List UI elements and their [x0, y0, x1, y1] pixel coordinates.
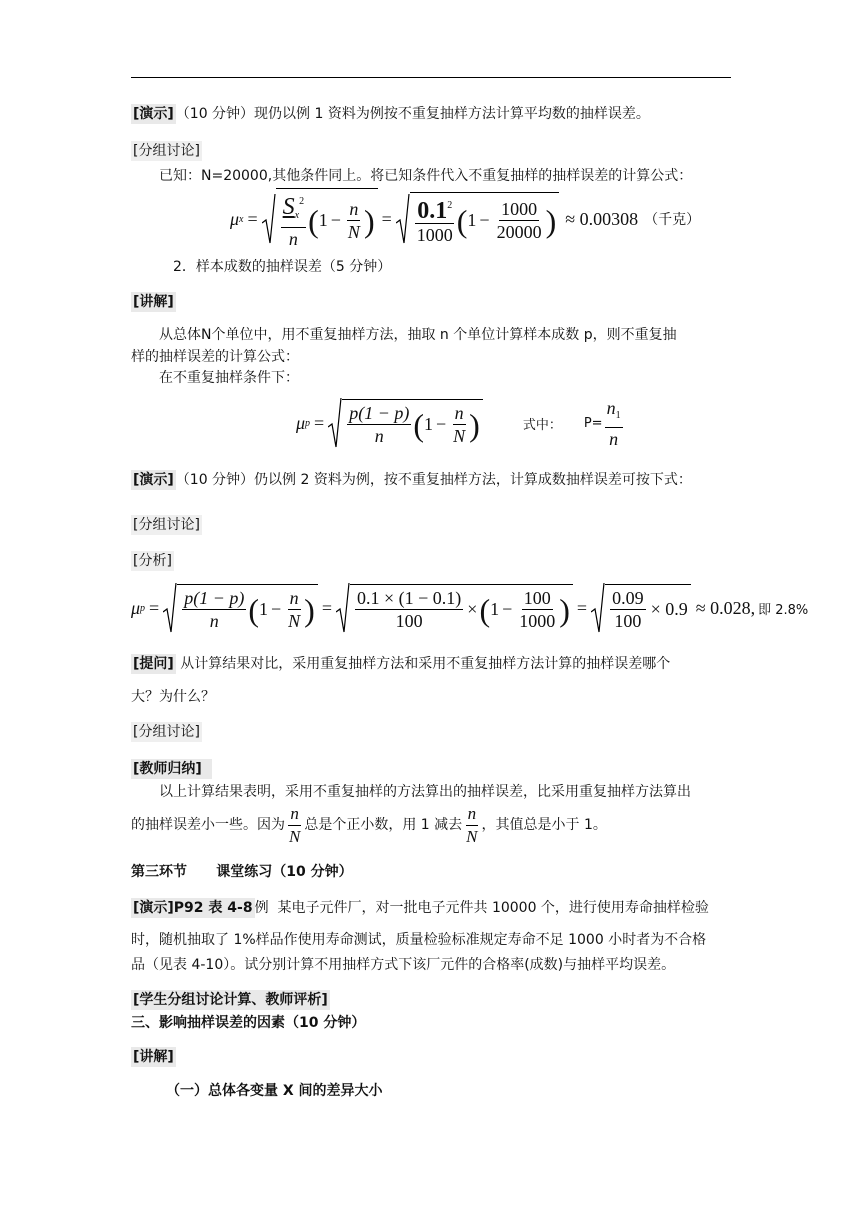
summary-mid: 总是个正小数，用 1 减去: [304, 817, 463, 833]
group-discussion-tag-2: [分组讨论]: [133, 517, 200, 533]
n-over-N-num-2: n: [466, 803, 479, 826]
known-conditions: 已知：N=20000,其他条件同上。将已知条件代入不重复抽样的抽样误差的计算公式：: [159, 168, 693, 184]
one-term-5: 1: [490, 599, 500, 619]
demo-tag: [演示]: [133, 106, 174, 122]
n1-symbol: n: [606, 397, 616, 418]
student-discussion: [131, 990, 330, 1010]
numeric-numerator: 0.1 × (1 − 0.1): [356, 588, 462, 608]
teacher-summary: [131, 759, 212, 779]
N-value: 20000: [496, 222, 542, 242]
n-over-N-num: n: [288, 803, 301, 826]
factors-heading: 三、影响抽样误差的因素（10 分钟）: [131, 1015, 366, 1031]
lecture-tag: [讲解]: [133, 294, 174, 310]
lecture-1: [131, 292, 176, 312]
mu-subscript: x: [239, 213, 244, 225]
where-label: 式中：: [522, 417, 562, 433]
formula1-unit: （千克）: [644, 212, 701, 228]
mu-symbol-2: μ: [296, 412, 306, 433]
n-fraction-num-2: n: [454, 403, 464, 423]
factor-one-heading: （一）总体各变量 X 间的差异大小: [166, 1083, 383, 1099]
group-discussion-1: [131, 141, 202, 161]
one-term-2: 1: [467, 210, 477, 230]
demo-tag-2: [演示]: [133, 472, 174, 488]
n-denominator-3: n: [609, 428, 619, 449]
exercise-text-1: 例 某电子元件厂，对一批电子元件共 10000 个，进行使用寿命抽样检验: [254, 900, 709, 916]
demo-line-1: [131, 104, 650, 124]
n-fraction-num-3: n: [289, 588, 299, 608]
multiplier: × 0.9: [650, 599, 688, 619]
group-discussion-2: [131, 515, 202, 535]
N-value-2: 1000: [519, 611, 556, 631]
group-discussion-tag-3: [分组讨论]: [133, 724, 200, 740]
n1-subscript: 1: [615, 409, 621, 421]
summary-line-2: [131, 802, 607, 848]
p-definition-label: P=: [583, 415, 603, 431]
teacher-summary-tag: [教师归纳]: [131, 759, 212, 779]
group-discussion-3: [131, 722, 202, 742]
std-superscript: 2: [447, 200, 453, 211]
one-term-3: 1: [424, 414, 433, 434]
s-superscript: 2: [299, 196, 305, 207]
N-fraction-den-3: N: [288, 611, 301, 631]
radical-5: $\frac{0.1 \times (1 - 0.1)}{100}$ × ( 1 − $\frac{100}{1000}$ ): [336, 582, 573, 634]
sample-size-den: 1000: [416, 225, 453, 245]
paragraph-line-3: 在不重复抽样条件下：: [159, 370, 299, 386]
formula-proportion-error: μ p = $\frac{p(1 - p)}{n}$ ( 1 − $\frac{n}{N}$ ) 式中： P= $\frac{n_1}{n}$: [296, 397, 621, 449]
p-numerator: p(1 − p): [349, 403, 410, 423]
analysis-tag: [分析]: [133, 553, 172, 569]
lecture-tag-2: [讲解]: [133, 1049, 174, 1065]
s-symbol: S: [282, 194, 295, 220]
summary-line-1: 以上计算结果表明，采用不重复抽样的方法算出的抽样误差，比采用重复抽样方法算出: [159, 784, 691, 800]
radical-4: $\frac{p(1 - p)}{n}$ ( 1 − $\frac{n}{N}$ ): [163, 582, 318, 634]
n-denominator-2: n: [374, 426, 384, 446]
n-denominator-4: n: [209, 611, 219, 631]
n-value-2: 100: [523, 588, 551, 608]
question-line-1: [131, 654, 670, 674]
summary-post: ，其值总是小于 1。: [481, 817, 607, 833]
s-subscript: x: [294, 210, 300, 221]
radical-6: [591, 582, 691, 634]
std-value: 0.1: [417, 198, 448, 224]
radical-1: $\frac{S_x^2}{n}$ ( 1 − $\frac{n}{N}$ ): [262, 188, 378, 250]
analysis-1: [131, 551, 174, 571]
exercise-tag: [演示]P92 表 4-8: [133, 900, 253, 916]
paragraph-line-1: 从总体N个单位中，用不重复抽样方法，抽取 n 个单位计算样本成数 p，则不重复抽: [159, 327, 677, 343]
formula-mean-error: μ x = $\frac{S_x^2}{n}$ ( 1 − $\frac{n}{N}$ ) = $\frac{0.1^2}{1000}$ ( 1 − $\frac{1000}{20000}$ ) ≈ 0.00308 （千克）: [230, 192, 700, 246]
p-numerator-2: p(1 − p): [184, 588, 245, 608]
demo-line-2: [131, 470, 692, 490]
section-three-heading: 第三环节 课堂练习（10 分钟）: [131, 864, 353, 880]
header-rule: [131, 77, 731, 78]
section-proportion-error: 2．样本成数的抽样误差（5 分钟）: [173, 259, 392, 275]
n-value: 1000: [501, 199, 538, 219]
simplified-numerator: 0.09: [612, 588, 644, 608]
simplified-denominator: 100: [614, 611, 642, 631]
one-term: 1: [318, 210, 328, 230]
mu-symbol-3: μ: [131, 597, 141, 618]
formula3-percent: 即 2.8%: [758, 602, 809, 618]
paragraph-line-2: 样的抽样误差的计算公式：: [131, 349, 299, 365]
question-text: 从计算结果对比，采用重复抽样方法和采用不重复抽样方法计算的抽样误差哪个: [175, 656, 671, 672]
radical-2: $\frac{0.1^2}{1000}$ ( 1 − $\frac{1000}{20000}$ ): [396, 192, 559, 246]
N-fraction-den-2: N: [453, 426, 466, 446]
question-line-2: 大？为什么？: [131, 689, 215, 705]
lecture-2: [131, 1047, 176, 1067]
summary-pre: 的抽样误差小一些。因为: [131, 817, 285, 833]
exercise-line-1: [131, 898, 709, 918]
demo-text: （10 分钟）现仍以例 1 资料为例按不重复抽样方法计算平均数的抽样误差。: [175, 106, 650, 122]
demo-text-2: （10 分钟）仍以例 2 资料为例，按不重复抽样方法，计算成数抽样误差可按下式：: [175, 472, 692, 488]
n-over-N-den: N: [289, 826, 301, 846]
formula1-result: ≈ 0.00308: [565, 208, 639, 229]
n-denominator: n: [288, 229, 298, 249]
one-term-4: 1: [259, 599, 268, 619]
numeric-denominator: 100: [395, 611, 423, 631]
formula3-result: ≈ 0.028,: [695, 597, 756, 618]
student-discussion-tag: [学生分组讨论计算、教师评析]: [133, 992, 328, 1008]
mu-symbol: μ: [230, 208, 240, 229]
mu-subscript-2: p: [305, 417, 311, 429]
group-discussion-tag: [分组讨论]: [133, 143, 200, 159]
n-over-N-den-2: N: [466, 826, 478, 846]
mu-subscript-3: p: [140, 602, 146, 614]
n-fraction-num: n: [349, 199, 359, 219]
exercise-line-3: 品（见表 4-10）。试分别计算不用抽样方式下该厂元件的合格率(成数)与抽样平均误差。: [131, 957, 676, 973]
exercise-line-2: 时，随机抽取了 1%样品作使用寿命测试，质量检验标准规定寿命不足 1000 小时者为不合格: [131, 932, 707, 948]
radical-3: $\frac{p(1 - p)}{n}$ ( 1 − $\frac{n}{N}$ ): [328, 397, 483, 449]
question-tag: [提问]: [133, 656, 174, 672]
N-fraction-den: N: [347, 222, 360, 242]
formula-proportion-example: μ p = $\frac{p(1 - p)}{n}$ ( 1 − $\frac{n}{N}$ ) = $\frac{0.1 \times (1 - 0.1)}{100}$ × ( 1 − $\frac{100}{1000}$ ) = $\frac{0.09}{100}$ × 0.9 ≈ 0.028, 即 2.8%: [131, 580, 808, 636]
